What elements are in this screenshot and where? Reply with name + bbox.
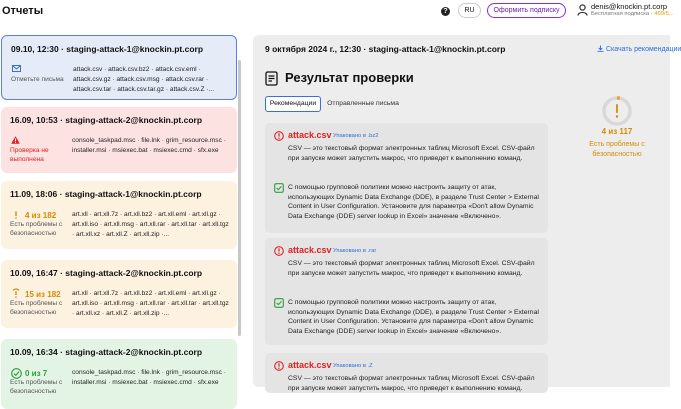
- report-card[interactable]: [1, 35, 237, 100]
- user-plan-label: Бесплатная подписка ·: [591, 11, 653, 17]
- report-count: 4 из 182: [25, 211, 57, 220]
- page-title: Отчеты: [2, 5, 44, 17]
- warning-triangle-icon: [11, 136, 20, 144]
- language-button[interactable]: RU: [458, 3, 481, 18]
- result-title: Результат проверки: [285, 70, 414, 85]
- help-icon[interactable]: ?: [441, 7, 450, 16]
- report-files: console_taskpad.msc · file.lnk · grim_resource.msc · installer.msi · msiexec.bat · msiexec.cmd · sfx.exe: [72, 137, 226, 155]
- user-email[interactable]: denis@knockin.pt.corp: [591, 2, 667, 11]
- download-icon: [597, 45, 604, 52]
- user-icon[interactable]: [577, 4, 588, 16]
- tab-recommendations[interactable]: Рекомендации: [265, 96, 321, 112]
- tab-sent-emails[interactable]: Отправленные письма: [327, 100, 399, 107]
- alert-circle-icon: [274, 131, 284, 141]
- reports-list[interactable]: [0, 26, 243, 400]
- issue-description: CSV — это текстовый формат электронных таблиц Microsoft Excel. CSV-файл при запуске может запустить макрос, что приведет к выполнению команд.: [288, 145, 535, 162]
- issue-card: [265, 123, 548, 233]
- report-files: art.xll · art.xll.7z · art.xll.bz2 · art.xll.eml · art.xll.gz · art.xll.iso · art.xll.msg · art.xll.rar · art.xll.tar · art.xll.tgz · art.xll.xz · art.xll.Z · art.xll.zip ·...: [72, 211, 229, 239]
- summary-count: 4 из 117: [601, 127, 633, 136]
- issue-recommendation: С помощью групповой политики можно настроить защиту от атак, использующих Dynamic Data Exchange (DDE), в разделе Trust Center > External Content in User Configuration. Установите для параметра «Don't allow Dynamic Data Exchange (DDE) server lookup in Excel» значение «Включено».: [288, 299, 539, 335]
- report-status: Есть проблемы с безопасностью: [10, 221, 63, 237]
- report-files: attack.csv · attack.csv.bz2 · attack.csv.eml · attack.csv.gz · attack.csv.msg · attack.csv.rar · attack.csv.tar · attack.csv.tar.gz · attack.csv.Z ·...: [73, 66, 215, 94]
- recommendation-check-icon: [274, 183, 284, 193]
- sidebar-scrollbar[interactable]: [238, 60, 241, 336]
- report-status: Есть проблемы с безопасностью: [10, 379, 63, 395]
- check-circle-icon: [11, 368, 22, 379]
- issue-packed: Упаковано в .Z: [333, 363, 373, 369]
- report-card-title: 11.09, 18:06 · staging-attack-1@knockin.pt.corp: [10, 189, 202, 199]
- issue-filename: attack.csv: [288, 245, 332, 255]
- alert-circle-icon: [274, 361, 284, 371]
- mail-icon: [12, 65, 21, 72]
- report-card-title: 16.09, 10:53 · staging-attack-2@knockin.pt.corp: [10, 115, 203, 125]
- report-status: Есть проблемы с безопасностью: [10, 300, 63, 316]
- issue-packed: Упаковано в .bz2: [333, 133, 379, 139]
- user-plan: [591, 11, 674, 17]
- report-card[interactable]: [1, 107, 237, 173]
- download-label: Скачать рекомендации: [605, 46, 681, 53]
- issue-filename: attack.csv: [288, 360, 332, 370]
- report-detail: [253, 35, 681, 392]
- recommendation-check-icon: [274, 298, 284, 308]
- issue-packed: Упаковано в .rar: [333, 248, 377, 254]
- subscribe-button[interactable]: Оформить подписку: [487, 3, 566, 18]
- report-card[interactable]: [1, 339, 237, 409]
- issue-description: CSV — это текстовый формат электронных таблиц Microsoft Excel. CSV-файл при запуске может запустить макрос, что приведет к выполнению команд.: [288, 375, 535, 392]
- user-quota: 499/5...: [654, 11, 674, 17]
- issue-filename: attack.csv: [288, 130, 332, 140]
- report-card-title: 10.09, 16:34 · staging-attack-2@knockin.pt.corp: [10, 347, 203, 357]
- progress-icon: [11, 210, 21, 220]
- summary-label: Есть проблемы с безопасностью: [589, 141, 645, 158]
- report-count: 15 из 182: [25, 290, 61, 299]
- report-document-icon: [265, 71, 278, 86]
- report-status: Отметьте письма: [11, 76, 64, 83]
- issue-card: [265, 353, 548, 393]
- report-card-title: 09.10, 12:30 · staging-attack-1@knockin.pt.corp: [11, 44, 204, 54]
- report-files: art.xll · art.xll.7z · art.xll.bz2 · art.xll.eml · art.xll.gz · art.xll.iso · art.xll.msg · art.xll.rar · art.xll.tar · art.xll.tgz · art.xll.xz · art.xll.Z · art.xll.zip ·...: [72, 290, 229, 318]
- report-card[interactable]: [1, 181, 237, 249]
- report-heading: 9 октября 2024 г., 12:30 · staging-attack-1@knockin.pt.corp: [265, 44, 506, 54]
- top-bar: [0, 0, 674, 26]
- download-recommendations-link[interactable]: [597, 45, 681, 53]
- report-status: Проверка не выполнена: [10, 147, 49, 163]
- report-count: 0 из 7: [25, 369, 48, 378]
- report-card[interactable]: [1, 260, 237, 328]
- issue-card: [265, 238, 548, 345]
- progress-icon: [11, 289, 21, 299]
- issue-description: CSV — это текстовый формат электронных таблиц Microsoft Excel. CSV-файл при запуске может запустить макрос, что приведет к выполнению команд.: [288, 260, 535, 277]
- issue-recommendation: С помощью групповой политики можно настроить защиту от атак, использующих Dynamic Data Exchange (DDE), в разделе Trust Center > External Content in User Configuration. Установите для параметра «Don't allow Dynamic Data Exchange (DDE) server lookup in Excel» значение «Включено».: [288, 184, 539, 220]
- alert-circle-icon: [274, 246, 284, 256]
- report-files: console_taskpad.msc · file.lnk · grim_resource.msc · installer.msi · msiexec.bat · msiexec.cmd · sfx.exe: [72, 369, 226, 387]
- report-card-title: 10.09, 16:47 · staging-attack-2@knockin.pt.corp: [10, 268, 203, 278]
- summary-ring: [601, 95, 633, 127]
